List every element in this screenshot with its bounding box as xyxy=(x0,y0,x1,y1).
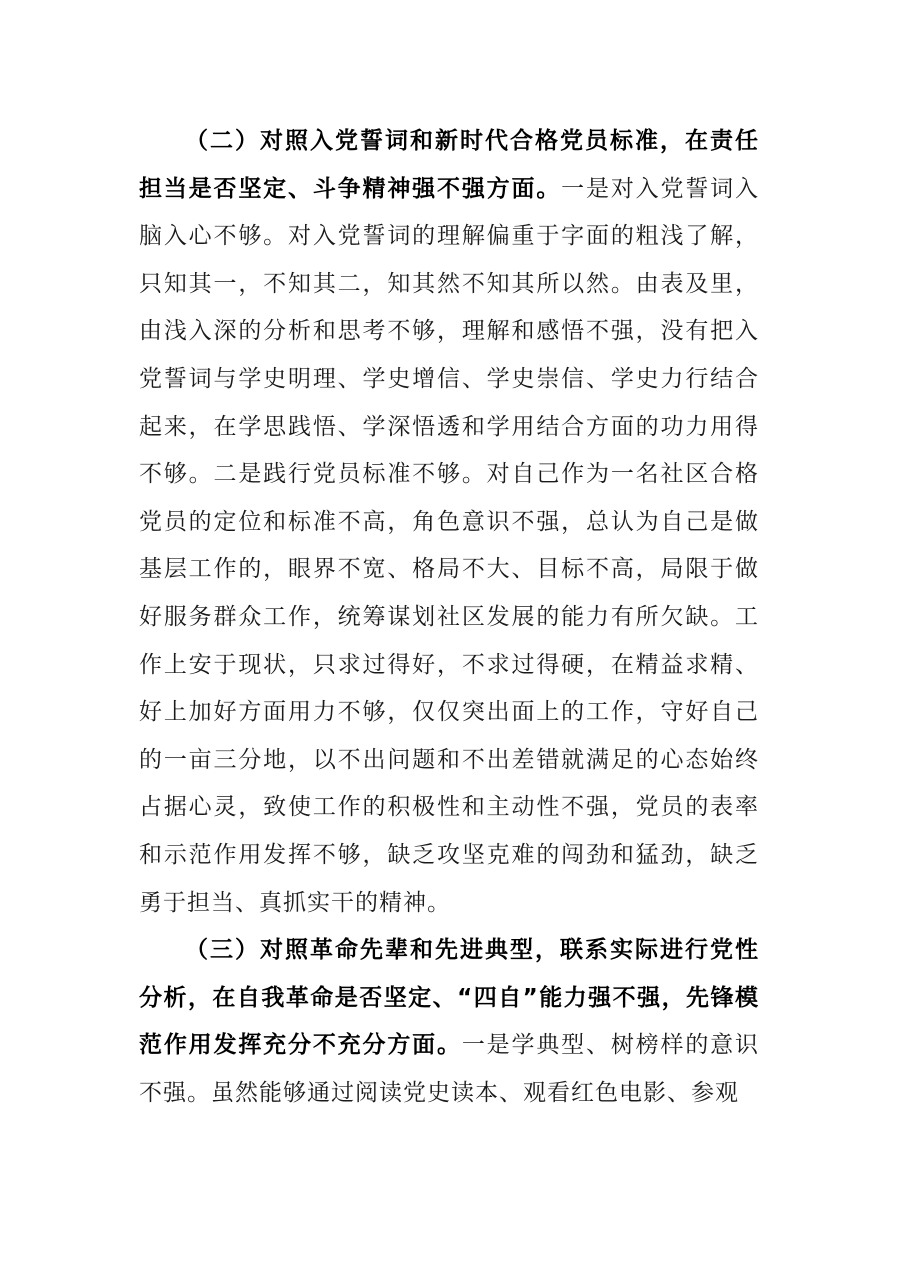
paragraph-section-2 xyxy=(139,118,759,927)
section-3-heading: （三）对照革命先辈和先进典型，联系实际进行党性分析，在自我革命是否坚定、“四自”能力强不强，先锋模范作用发挥充分不充分方面。 xyxy=(139,937,759,1059)
section-2-body: 一是对入党誓词入脑入心不够。对入党誓词的理解偏重于字面的粗浅了解，只知其一，不知其二，知其然不知其所以然。由表及里，由浅入深的分析和思考不够，理解和感悟不强，没有把入党誓词与学史明理、学史增信、学史崇信、学史力行结合起来，在学思践悟、学深悟透和学用结合方面的功力用得不够。二是践行党员标准不够。对自己作为一名社区合格党员的定位和标准不高，角色意识不强，总认为自己是做基层工作的，眼界不宽、格局不大、目标不高，局限于做好服务群众工作，统筹谋划社区发展的能力有所欠缺。工作上安于现状，只求过得好，不求过得硬，在精益求精、好上加好方面用力不够，仅仅突出面上的工作，守好自己的一亩三分地，以不出问题和不出差错就满足的心态始终占据心灵，致使工作的积极性和主动性不强，党员的表率和示范作用发挥不够，缺乏攻坚克难的闯劲和猛劲，缺乏勇于担当、真抓实干的精神。 xyxy=(139,175,760,916)
section-3-body: 一是学典型、树榜样的意识不强。虽然能够通过阅读党史读本、观看红色电影、参观 xyxy=(139,1032,760,1106)
document-body xyxy=(139,118,759,1117)
paragraph-section-3 xyxy=(139,927,759,1117)
section-2-heading: （二）对照入党誓词和新时代合格党员标准，在责任担当是否坚定、斗争精神强不强方面。 xyxy=(139,128,759,202)
